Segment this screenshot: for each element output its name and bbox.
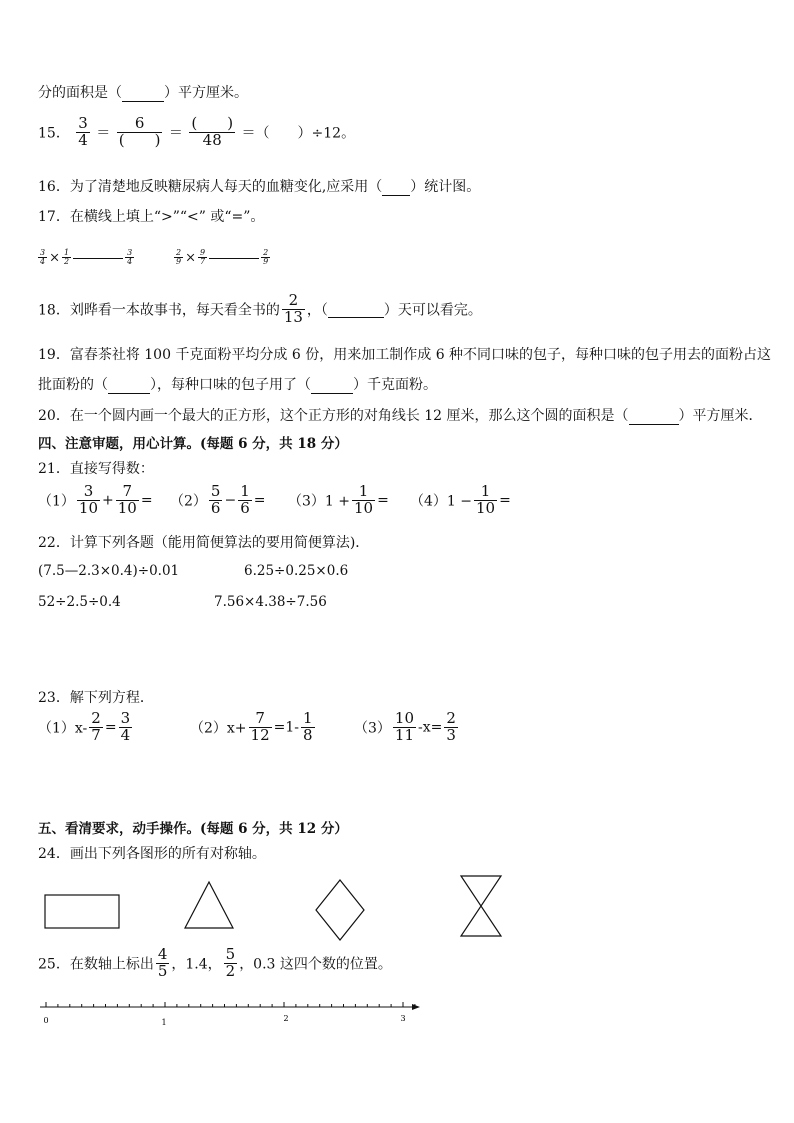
q25-text-pre: 25．在数轴上标出 xyxy=(38,956,154,973)
equals-sign: =1- xyxy=(273,719,300,736)
answer-blank[interactable] xyxy=(328,301,384,318)
question-25 xyxy=(38,947,392,980)
tick-label-0: 0 xyxy=(43,1016,49,1025)
q25-text-post: ，0.3 这四个数的位置。 xyxy=(239,956,392,973)
q18-text-mid: ，（ xyxy=(306,302,328,319)
fraction: $\frac{1}{8}$ xyxy=(303,709,313,744)
tick-label-3: 3 xyxy=(400,1014,406,1023)
triangle-shape[interactable] xyxy=(185,882,233,928)
equation-mid: -x= xyxy=(418,719,443,736)
q23-equation-1 xyxy=(38,711,134,744)
fraction-2-13: $\frac{2}{13}$ xyxy=(283,291,303,326)
q19-text-mid: ），每种口味的包子用了（ xyxy=(150,377,311,393)
q17-expression-a xyxy=(36,249,136,267)
compare-blank[interactable] xyxy=(209,257,259,259)
rhombus-shape[interactable] xyxy=(316,880,364,940)
equals-sign: ＝ xyxy=(168,125,183,142)
equation-label: （1）x- xyxy=(38,720,88,737)
q20-text-post: ）平方厘米． xyxy=(678,408,763,424)
fraction: $\frac{3}{4}$ xyxy=(127,248,133,267)
fraction: $\frac{7}{12}$ xyxy=(250,709,270,744)
question-16 xyxy=(38,176,480,196)
fraction-4-5: $\frac{4}{5}$ xyxy=(157,945,168,980)
question-15 xyxy=(38,116,355,149)
fraction-3-4: $\frac{3}{4}$ xyxy=(78,114,88,149)
section-4-title: 四、注意审题，用心计算。(每题 6 分，共 18 分） xyxy=(38,436,348,452)
fraction-blank-48[interactable]: $\frac{( )}{48}$ xyxy=(191,114,234,149)
fraction: $\frac{3}{4}$ xyxy=(120,709,131,744)
times-sign: × xyxy=(185,250,196,266)
equation-label: （2）x+ xyxy=(190,720,247,737)
q14-text-pre: 分的面积是（ xyxy=(38,85,122,101)
answer-blank[interactable] xyxy=(382,179,410,196)
question-24-title: 24．画出下列各图形的所有对称轴。 xyxy=(38,846,266,862)
q17-expression-b xyxy=(172,249,272,267)
fraction: $\frac{2}{3}$ xyxy=(446,709,456,744)
rectangle-shape[interactable] xyxy=(45,895,119,928)
fraction: $\frac{9}{7}$ xyxy=(200,248,206,267)
hourglass-shape[interactable] xyxy=(461,876,501,936)
equals-sign: = xyxy=(253,492,266,509)
q15-tail: ＝（ ）÷12。 xyxy=(241,125,356,142)
q21-item-2 xyxy=(170,484,265,517)
answer-blank[interactable] xyxy=(108,377,150,394)
fraction: $\frac{2}{7}$ xyxy=(91,709,101,744)
fraction: $\frac{2}{9}$ xyxy=(176,248,182,267)
fraction: $\frac{10}{11}$ xyxy=(394,709,415,744)
question-number: 15． xyxy=(38,125,70,142)
answer-blank[interactable] xyxy=(122,85,164,102)
equals-sign: = xyxy=(377,492,389,509)
equals-sign: = xyxy=(499,492,511,509)
q18-text-pre: 18．刘晔看一本故事书，每天看全书的 xyxy=(38,302,280,319)
q21-item-1 xyxy=(38,484,153,517)
item-label: （1） xyxy=(38,493,75,510)
equals-sign: ＝ xyxy=(96,125,111,142)
q23-equation-3 xyxy=(354,711,460,744)
fraction: $\frac{1}{10}$ xyxy=(354,482,374,517)
number-line[interactable] xyxy=(0,995,794,1035)
item-label: （3）1 + xyxy=(288,493,350,510)
equation-label: （3） xyxy=(354,720,391,737)
q16-text-post: ）统计图。 xyxy=(410,179,481,195)
q14-text-post: ）平方厘米。 xyxy=(164,85,248,101)
q23-equation-2 xyxy=(190,711,317,744)
q25-text-mid: ，1.4， xyxy=(171,956,222,973)
number-line-ticks xyxy=(46,1002,415,1007)
number-line-arrow xyxy=(412,1004,420,1010)
operator: + xyxy=(102,492,114,509)
q18-text-post: ）天可以看完。 xyxy=(383,302,482,319)
tick-label-2: 2 xyxy=(283,1014,289,1023)
q22-expression-1: (7.5—2.3×0.4)÷0.01 xyxy=(38,563,180,579)
question-20 xyxy=(38,405,763,425)
fraction-5-2: $\frac{5}{2}$ xyxy=(225,945,236,980)
tick-label-1: 1 xyxy=(161,1018,167,1027)
item-label: （4）1 − xyxy=(410,493,472,510)
question-18 xyxy=(38,293,482,326)
fraction: $\frac{3}{10}$ xyxy=(78,482,99,517)
question-19-line1: 19．富春茶社将 100 千克面粉平均分成 6 份，用来加工制作成 6 种不同口味的包子，每种口味的包子用去的面粉占这 xyxy=(38,347,772,363)
question-23-title: 23．解下列方程． xyxy=(38,690,154,706)
answer-blank[interactable] xyxy=(629,408,679,425)
fraction: $\frac{1}{10}$ xyxy=(476,482,496,517)
q21-item-3 xyxy=(288,484,389,517)
compare-blank[interactable] xyxy=(73,257,123,259)
question-19-line2 xyxy=(38,374,437,394)
q19-text-pre: 批面粉的（ xyxy=(38,377,108,393)
section-5-title: 五、看清要求，动手操作。(每题 6 分，共 12 分） xyxy=(38,821,348,837)
answer-blank[interactable] xyxy=(311,377,353,394)
q21-item-4 xyxy=(410,484,511,517)
fraction: $\frac{3}{4}$ xyxy=(40,248,46,267)
q14-tail xyxy=(38,82,248,102)
times-sign: × xyxy=(49,250,60,266)
fraction: $\frac{7}{10}$ xyxy=(117,482,137,517)
q22-expression-4: 7.56×4.38÷7.56 xyxy=(214,594,327,610)
item-label: （2） xyxy=(170,493,207,510)
question-17: 17．在横线上填上“>”“<” 或“=”。 xyxy=(38,209,265,225)
q22-expression-2: 6.25÷0.25×0.6 xyxy=(244,563,349,579)
operator: − xyxy=(224,492,237,509)
fraction: $\frac{1}{6}$ xyxy=(240,482,250,517)
equals-sign: = xyxy=(104,719,117,736)
question-21-title: 21．直接写得数： xyxy=(38,461,154,477)
equals-sign: = xyxy=(140,492,153,509)
question-22-title: 22．计算下列各题（能用简便算法的要用简便算法)． xyxy=(38,535,370,551)
symmetry-shapes xyxy=(0,868,794,948)
fraction: $\frac{1}{2}$ xyxy=(64,248,70,267)
fraction: $\frac{5}{6}$ xyxy=(210,482,221,517)
q19-text-post: ）千克面粉。 xyxy=(353,377,437,393)
q16-text-pre: 16．为了清楚地反映糖尿病人每天的血糖变化,应采用（ xyxy=(38,179,383,195)
fraction: $\frac{2}{9}$ xyxy=(263,248,269,267)
q20-text-pre: 20．在一个圆内画一个最大的正方形，这个正方形的对角线长 12 厘米，那么这个圆的面积是（ xyxy=(38,408,629,424)
q22-expression-3: 52÷2.5÷0.4 xyxy=(38,594,121,610)
fraction-6-blank[interactable]: $\frac{6}{( )}$ xyxy=(118,114,161,149)
